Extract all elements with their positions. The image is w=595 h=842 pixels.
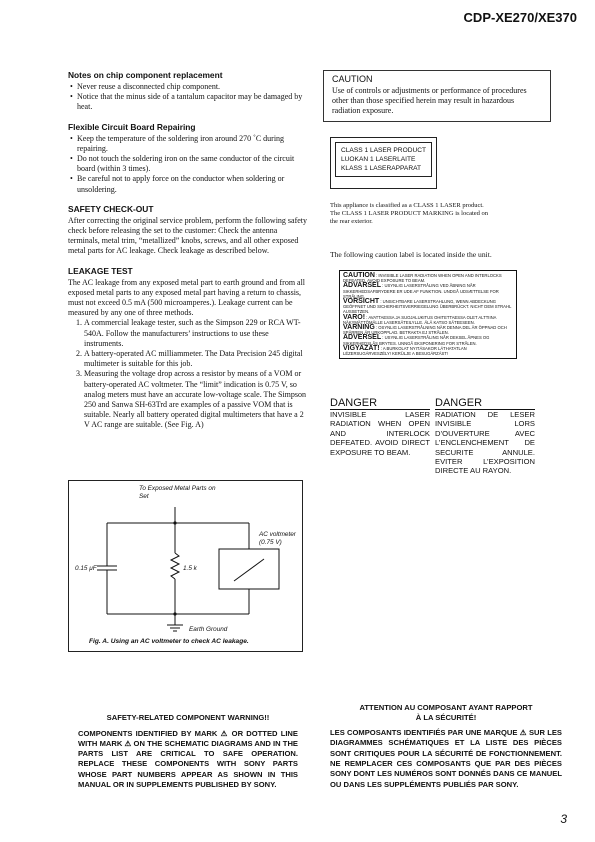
left-column	[68, 70, 308, 431]
danger-en-text: INVISIBLE LASER RADIATION WHEN OPEN AND INTERLOCK DEFEATED. AVOID DIRECT EXPOSURE TO BEAM.	[330, 410, 430, 457]
warn-fr-body: LES COMPOSANTS IDENTIFIÉS PAR UNE MARQUE ⚠ SUR LES DIAGRAMMES SCHÉMATIQUES ET LA LISTE DES PIÈCES SONT CRITIQUES POUR LA SÉCURITÉ DE FONCTIONNEMENT. NE REMPLACER CES COMPOSANTS QUE PAR DES PIÈCES SONY DONT LES NUMÉROS SONT DONNÉS DANS CE MANUEL OU DANS LES SUPPLÉMENTS PUBLIÉS PAR SONY.	[330, 728, 562, 789]
leak-title: LEAKAGE TEST	[68, 265, 133, 276]
warning-label	[339, 270, 517, 359]
danger-en-title: DANGER	[330, 397, 430, 410]
list-item: • Notice that the minus side of a tantalum capacitor may be damaged by heat.	[77, 92, 308, 112]
warn-fr-title2: À LA SÉCURITÉ!	[415, 712, 477, 722]
fig-res-label: 1.5 k	[183, 565, 197, 572]
list-item: 3. Measuring the voltage drop across a resistor by means of a VOM or battery-operated AC voltmeter. The “limit” indication is 0.75 V, so analog meters must have an accurate low-voltage scale. The Simpson 250 and Sanwa SH-63Trd are examples of a passive VOM that is suitable. Nearly all battery operated digital multimeters that have a 2 V AC range are suitable. (See Fig. A)	[84, 369, 308, 430]
warning-french	[330, 703, 562, 790]
chip-title: Notes on chip component replacement	[68, 70, 223, 80]
flex-title: Flexible Circuit Board Repairing	[68, 121, 196, 132]
list-item: • Keep the temperature of the soldering iron around 270 ˚C during repairing.	[77, 134, 308, 154]
caution-box	[323, 70, 551, 122]
leak-intro: The AC leakage from any exposed metal part to earth ground and from all exposed metal parts to any exposed metal part having a return to chassis, must not exceed 0.5 mA (500 microamperes.). Leakage current can be measured by any one of three methods.	[68, 277, 306, 318]
chip-list	[68, 82, 308, 113]
warn-en-body: COMPONENTS IDENTIFIED BY MARK ⚠ OR DOTTED LINE WITH MARK ⚠ ON THE SCHEMATIC DIAGRAMS AND IN THE PARTS LIST ARE CRITICAL TO SAFE OPERATION. REPLACE THESE COMPONENTS WITH SONY PARTS WHOSE PART NUMBERS APPEAR AS SHOWN IN THIS MANUAL OR IN SUPPLEMENTS PUBLISHED BY SONY.	[78, 728, 298, 790]
laser-line: LUOKAN 1 LASERLAITE	[341, 156, 416, 163]
fig-meter-label: AC voltmeter (0.75 V)	[259, 531, 296, 546]
list-item: • Never reuse a disconnected chip component.	[77, 82, 308, 92]
safety-title: SAFETY CHECK-OUT	[68, 203, 154, 214]
fig-top-label: To Exposed Metal Parts on Set	[139, 485, 216, 500]
laser-line: CLASS 1 LASER PRODUCT	[341, 147, 427, 154]
page-number: 3	[560, 812, 567, 826]
warn-fr-title1: ATTENTION AU COMPOSANT AYANT RAPPORT	[359, 703, 533, 712]
warning-line: ADVARSEL : USYNLIG LASERSTRÅLING VED ÅBNING NÅR SIKKERHEDSAFBRYDERE ER UDE AF FUNKTION. UNDGÅ UDSÆTTELSE FOR STRÅLING.	[343, 282, 499, 299]
list-item: • Do not touch the soldering iron on the same conductor of the circuit board (within 3 times).	[77, 154, 308, 174]
figure-a	[68, 480, 303, 652]
warning-line: VORSICHT : UNSICHTBARE LASERSTRAHLUNG, WENN ABDECKUNG GEÖFFNET UND SICHERHEITSVERRIEGELUNG ÜBERBRÜCKT. NICHT DEM STRAHL AUSSETZEN.	[343, 298, 512, 315]
laser-line: KLASS 1 LASERAPPARAT	[341, 165, 422, 172]
warning-english	[78, 713, 298, 790]
list-item: 1. A commercial leakage tester, such as the Simpson 229 or RCA WT-540A. Follow the manufacturers’ instructions to use these instruments.	[84, 318, 308, 349]
laser-product-label	[330, 137, 437, 189]
list-item: • Be careful not to apply force on the conductor when soldering or unsoldering.	[77, 174, 308, 194]
danger-fr-title: DANGER	[435, 397, 535, 410]
list-item: 2. A battery-operated AC milliammeter. The Data Precision 245 digital multimeter is suitable for this job.	[84, 349, 308, 369]
laser-note-1: This appliance is classified as a CLASS 1 LASER product.	[330, 202, 484, 209]
safety-body: After correcting the original service problem, perform the following safety check before releasing the set to the customer: Check the antenna terminals, metal trim, “metallized” knobs, screws, and all other exposed metal parts for AC leakage. Check leakage as described below.	[68, 215, 308, 256]
warning-line: ADVERSEL : USYNLIG LASERSTRÅLING NÅR DEKSEL ÅPNES OG SIKKERHEDSLÅS BRYTES. UNNGÅ EKSPONERING FOR STRÅLEN.	[343, 334, 490, 346]
laser-note	[330, 202, 490, 226]
danger-french	[435, 397, 535, 476]
model-title: CDP-XE270/XE370	[463, 10, 577, 25]
fig-caption: Fig. A. Using an AC voltmeter to check AC leakage.	[89, 638, 249, 645]
warning-line: VARO! : AVATTAESSA JA SUOJALUKITUS OHITETTAESSA OLET ALTTIINA NÄKYMÄTTÖMÄLLE LASERSÄTEILYLLE. ÄLÄ KATSO SÄTEESEEN.	[343, 313, 497, 325]
fig-ground-label: Earth Ground	[189, 626, 228, 633]
danger-english	[330, 397, 430, 457]
leak-list	[68, 318, 308, 430]
laser-note-2: The CLASS 1 LASER PRODUCT MARKING is located on the rear exterior.	[330, 210, 489, 225]
flex-list	[68, 134, 308, 195]
warning-line: VARNING : OSYNLIG LASERSTRÅLNING NÄR DENNA DEL ÄR ÖPPNAD OCH SPÄRREN ÄR URKOPPLAD. BETRAKTA EJ STRÅLEN.	[343, 324, 507, 336]
fig-cap-label: 0.15 μF	[75, 565, 97, 572]
caution-body: Use of controls or adjustments or performance of procedures other than those specified herein may result in hazardous radiation exposure.	[332, 86, 527, 116]
warning-line: CAUTION : INVISIBLE LASER RADIATION WHEN OPEN AND INTERLOCKS DEFEATED. AVOID EXPOSURE TO BEAM.	[343, 272, 502, 284]
caution-title: CAUTION	[332, 74, 373, 84]
warning-line: VIGYAZAT! : A BURKOLAT NYITÁSAKOR LÁTHATATLAN LÉZERSUGÁRVESZÉLY! KERÜLJE A BESUGÁRZÁST!	[343, 344, 467, 357]
warn-en-title: SAFETY-RELATED COMPONENT WARNING!!	[106, 713, 270, 722]
danger-fr-text: RADIATION DE LESER INVISIBLE LORS D’OUVERTURE AVEC L’ENCLENCHEMENT DE SECURITE ANNULE. EVITER L’EXPOSITION DIRECTE AU RAYON.	[435, 410, 535, 476]
caution-label-note: The following caution label is located inside the unit.	[330, 250, 492, 259]
